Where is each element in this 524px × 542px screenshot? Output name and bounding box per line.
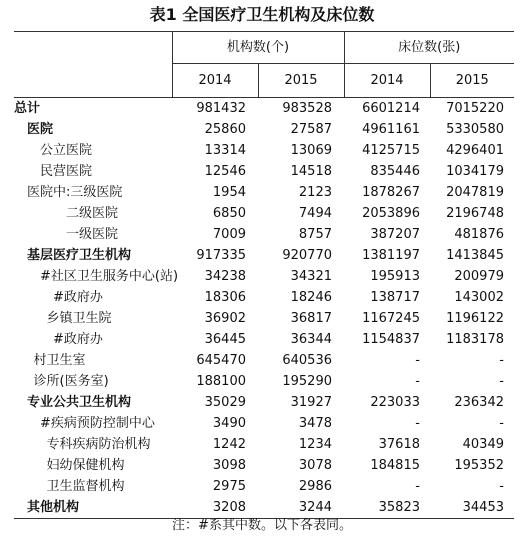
table-row bbox=[14, 308, 514, 329]
row-value: 18246 bbox=[290, 290, 332, 305]
row-value: 2975 bbox=[212, 479, 246, 494]
row-value: 195352 bbox=[454, 458, 504, 473]
institutions-table bbox=[14, 31, 514, 519]
table-row bbox=[14, 434, 514, 455]
table-row bbox=[14, 497, 514, 519]
table-row bbox=[14, 371, 514, 392]
row-value: 35823 bbox=[344, 497, 430, 519]
row-label: 总计 bbox=[14, 101, 41, 116]
table-row bbox=[14, 476, 514, 497]
row-label: 公立医院 bbox=[40, 143, 93, 158]
row-value: - bbox=[415, 353, 420, 368]
table-row bbox=[14, 140, 514, 161]
row-value: 920770 bbox=[282, 248, 332, 263]
row-value: - bbox=[499, 479, 504, 494]
row-value: 13069 bbox=[290, 143, 332, 158]
row-value: 1242 bbox=[212, 437, 246, 452]
row-value: 195913 bbox=[370, 269, 420, 284]
row-value: 3244 bbox=[258, 497, 344, 519]
row-value: 3208 bbox=[172, 497, 258, 519]
row-value: 2053896 bbox=[362, 206, 420, 221]
row-value: 5330580 bbox=[446, 122, 504, 137]
row-value: 1234 bbox=[298, 437, 332, 452]
row-value: 13314 bbox=[204, 143, 246, 158]
row-value: 1196122 bbox=[446, 311, 504, 326]
row-label: 基层医疗卫生机构 bbox=[27, 248, 132, 263]
table-row bbox=[14, 392, 514, 413]
table-row bbox=[14, 287, 514, 308]
table-row bbox=[14, 455, 514, 476]
row-value: 35029 bbox=[204, 395, 246, 410]
row-value: 3478 bbox=[298, 416, 332, 431]
header-institution-count: 机构数(个) bbox=[172, 32, 344, 64]
row-value: 36445 bbox=[204, 332, 246, 347]
row-value: 143002 bbox=[454, 290, 504, 305]
header-year: 2015 bbox=[258, 64, 344, 98]
row-value: 4961161 bbox=[362, 122, 420, 137]
row-value: 195290 bbox=[282, 374, 332, 389]
row-value: 3490 bbox=[212, 416, 246, 431]
row-value: 983528 bbox=[282, 101, 332, 116]
row-value: 34453 bbox=[430, 497, 514, 519]
row-value: 645470 bbox=[196, 353, 246, 368]
header-blank bbox=[14, 32, 172, 64]
row-value: 6601214 bbox=[362, 101, 420, 116]
header-year: 2014 bbox=[344, 64, 430, 98]
row-value: 34238 bbox=[204, 269, 246, 284]
row-value: 1878267 bbox=[362, 185, 420, 200]
row-value: - bbox=[499, 374, 504, 389]
row-value: 27587 bbox=[290, 122, 332, 137]
row-label: 卫生监督机构 bbox=[46, 479, 125, 494]
row-value: 7015220 bbox=[446, 101, 504, 116]
row-label: 其他机构 bbox=[14, 497, 172, 519]
row-value: 14518 bbox=[290, 164, 332, 179]
row-label: #社区卫生服务中心(站) bbox=[40, 269, 179, 284]
row-value: 481876 bbox=[454, 227, 504, 242]
row-label: 村卫生室 bbox=[33, 353, 86, 368]
row-value: 4125715 bbox=[362, 143, 420, 158]
row-value: - bbox=[415, 479, 420, 494]
row-value: 36817 bbox=[290, 311, 332, 326]
row-value: 40349 bbox=[462, 437, 504, 452]
row-value: 188100 bbox=[196, 374, 246, 389]
table-row bbox=[14, 98, 514, 120]
row-value: 18306 bbox=[204, 290, 246, 305]
table-row bbox=[14, 224, 514, 245]
row-value: - bbox=[415, 374, 420, 389]
row-value: 1167245 bbox=[362, 311, 420, 326]
row-label: 乡镇卫生院 bbox=[46, 311, 112, 326]
row-value: 1381197 bbox=[362, 248, 420, 263]
row-value: 981432 bbox=[196, 101, 246, 116]
table-title: 表1 全国医疗卫生机构及床位数 bbox=[149, 5, 375, 24]
row-value: 36344 bbox=[290, 332, 332, 347]
header-bed-count: 床位数(张) bbox=[344, 32, 514, 64]
table-row bbox=[14, 203, 514, 224]
row-value: 25860 bbox=[204, 122, 246, 137]
table-row bbox=[14, 266, 514, 287]
row-value: - bbox=[499, 353, 504, 368]
row-value: 1034179 bbox=[446, 164, 504, 179]
row-label: #疾病预防控制中心 bbox=[40, 416, 155, 431]
row-label: 妇幼保健机构 bbox=[46, 458, 125, 473]
header-blank-2 bbox=[14, 64, 172, 98]
row-value: 4296401 bbox=[446, 143, 504, 158]
row-label: 民营医院 bbox=[40, 164, 93, 179]
row-value: 1954 bbox=[212, 185, 246, 200]
row-value: - bbox=[415, 416, 420, 431]
row-label: 医院中:三级医院 bbox=[27, 185, 123, 200]
table-body bbox=[14, 98, 514, 519]
row-value: 917335 bbox=[196, 248, 246, 263]
row-value: 3078 bbox=[298, 458, 332, 473]
row-value: 387207 bbox=[370, 227, 420, 242]
row-label: #政府办 bbox=[53, 332, 103, 347]
row-value: 37618 bbox=[378, 437, 420, 452]
row-value: 31927 bbox=[290, 395, 332, 410]
row-label: 专业公共卫生机构 bbox=[27, 395, 132, 410]
row-value: 34321 bbox=[290, 269, 332, 284]
row-value: 7009 bbox=[212, 227, 246, 242]
row-value: 8757 bbox=[298, 227, 332, 242]
row-value: 6850 bbox=[212, 206, 246, 221]
row-value: 2986 bbox=[298, 479, 332, 494]
row-label: 诊所(医务室) bbox=[33, 374, 109, 389]
row-value: 1183178 bbox=[446, 332, 504, 347]
table-row bbox=[14, 245, 514, 266]
row-value: 236342 bbox=[454, 395, 504, 410]
row-value: 184815 bbox=[370, 458, 420, 473]
row-value: 200979 bbox=[454, 269, 504, 284]
footnote: 注：#系其中数。以下各表同。 bbox=[172, 518, 352, 533]
row-value: 12546 bbox=[204, 164, 246, 179]
row-value: 2047819 bbox=[446, 185, 504, 200]
table-row bbox=[14, 413, 514, 434]
row-label: #政府办 bbox=[53, 290, 103, 305]
row-value: 640536 bbox=[282, 353, 332, 368]
table-row bbox=[14, 182, 514, 203]
table-row bbox=[14, 329, 514, 350]
row-label: 二级医院 bbox=[66, 206, 119, 221]
row-value: 835446 bbox=[370, 164, 420, 179]
row-label: 专科疾病防治机构 bbox=[46, 437, 151, 452]
header-year: 2014 bbox=[172, 64, 258, 98]
row-value: 1413845 bbox=[446, 248, 504, 263]
table-row bbox=[14, 119, 514, 140]
header-year: 2015 bbox=[430, 64, 514, 98]
row-value: 1154837 bbox=[362, 332, 420, 347]
row-label: 一级医院 bbox=[66, 227, 119, 242]
table-row bbox=[14, 161, 514, 182]
row-label: 医院 bbox=[27, 122, 54, 137]
row-value: 223033 bbox=[370, 395, 420, 410]
row-value: 3098 bbox=[212, 458, 246, 473]
row-value: 2196748 bbox=[446, 206, 504, 221]
row-value: - bbox=[499, 416, 504, 431]
row-value: 7494 bbox=[298, 206, 332, 221]
row-value: 2123 bbox=[298, 185, 332, 200]
row-value: 36902 bbox=[204, 311, 246, 326]
row-value: 138717 bbox=[370, 290, 420, 305]
table-row bbox=[14, 350, 514, 371]
